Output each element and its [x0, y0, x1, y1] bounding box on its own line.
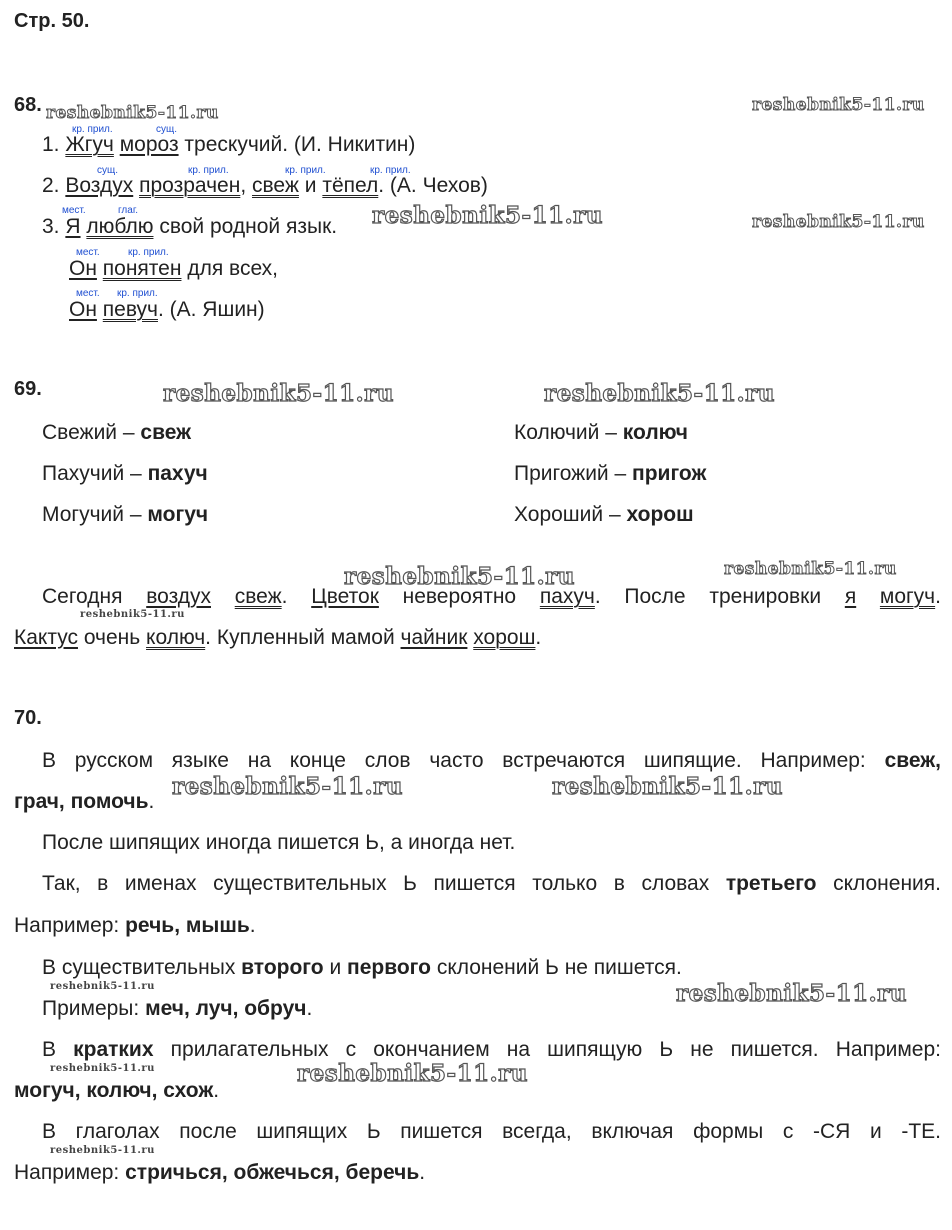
dash: – — [614, 462, 627, 485]
word-pair — [514, 421, 688, 445]
ex68-line-4 — [69, 257, 278, 281]
watermark: reshebnik5-11.ru — [552, 773, 783, 800]
full-form: Могучий — [42, 503, 124, 526]
ex70-paragraph-3-cont — [14, 914, 256, 938]
punct: . — [148, 790, 155, 813]
text: . Купленный мамой — [205, 626, 395, 649]
subject: Я — [65, 215, 81, 238]
dash: – — [608, 503, 621, 526]
predicate: люблю — [86, 215, 154, 238]
ex70-paragraph-1-cont — [14, 790, 154, 814]
text: В существительных — [42, 956, 236, 979]
grammar-tag: мест. — [62, 205, 86, 216]
keyword: третьего — [725, 872, 817, 895]
word: Сегодня — [42, 585, 123, 608]
line-number: 3. — [42, 215, 60, 238]
ex70-paragraph-4 — [42, 956, 682, 980]
keyword: кратких — [73, 1038, 154, 1061]
ex70-paragraph-5 — [42, 997, 312, 1021]
watermark: reshebnik5-11.ru — [80, 609, 185, 620]
word-pair — [514, 462, 706, 486]
watermark: reshebnik5-11.ru — [163, 380, 394, 407]
short-form: пахуч — [147, 462, 208, 485]
dash: – — [130, 462, 142, 485]
punct: . — [249, 914, 256, 937]
ex68-line-5 — [69, 298, 265, 322]
subject: Он — [69, 298, 97, 321]
punct: . — [419, 1161, 426, 1184]
ex70-paragraph-7: В глаголах после шипящих Ь пишется всегда, включая формы с -СЯ и -ТЕ. — [42, 1120, 941, 1143]
comma: , — [240, 174, 247, 197]
word: тренировки — [709, 585, 822, 608]
grammar-tag: кр. прил. — [72, 124, 113, 135]
word-pair — [514, 503, 694, 527]
subject: чайник — [400, 626, 468, 649]
watermark: reshebnik5-11.ru — [344, 563, 575, 590]
watermark: reshebnik5-11.ru — [372, 202, 603, 229]
full-form: Колючий — [514, 421, 600, 444]
ex70-paragraph-7-cont — [14, 1161, 425, 1185]
watermark: reshebnik5-11.ru — [676, 980, 907, 1007]
punct: . — [935, 585, 941, 608]
watermark: reshebnik5-11.ru — [50, 981, 155, 992]
text: склонений Ь не пишется. — [436, 956, 682, 979]
grammar-tag: кр. прил. — [117, 288, 158, 299]
example-words: меч, луч, обруч — [145, 997, 307, 1020]
example-words: свеж, — [884, 749, 941, 772]
text: . (А. Яшин) — [157, 298, 265, 321]
subject: я — [844, 585, 857, 608]
grammar-tag: кр. прил. — [285, 165, 326, 176]
ex70-paragraph-1 — [42, 749, 941, 773]
subject: Цветок — [311, 585, 379, 608]
word: невероятно — [402, 585, 517, 608]
full-form: Хороший — [514, 503, 604, 526]
short-form: хорош — [626, 503, 694, 526]
predicate: колюч — [146, 626, 206, 649]
watermark: reshebnik5-11.ru — [297, 1060, 528, 1087]
example-words: грач, помочь — [14, 790, 149, 813]
watermark: reshebnik5-11.ru — [172, 773, 403, 800]
watermark: reshebnik5-11.ru — [752, 212, 925, 232]
exercise-70-number: 70. — [14, 707, 42, 729]
grammar-tag: кр. прил. — [128, 247, 169, 258]
text: свой родной язык. — [159, 215, 338, 238]
ex69-sentence-2 — [14, 626, 541, 650]
short-form: пригож — [632, 462, 707, 485]
predicate: пахуч — [539, 585, 595, 608]
watermark: reshebnik5-11.ru — [46, 103, 219, 123]
exercise-68-number: 68. — [14, 94, 42, 116]
word-pair — [42, 462, 208, 486]
dash: – — [605, 421, 617, 444]
text: Например: — [14, 1161, 120, 1184]
watermark: reshebnik5-11.ru — [752, 95, 925, 115]
word: очень — [83, 626, 141, 649]
exercise-69-number: 69. — [14, 378, 42, 400]
text: В русском языке на конце слов часто встречаются шипящие. Например: — [42, 749, 866, 772]
dash: – — [122, 421, 135, 444]
punct: . — [594, 585, 601, 608]
text: Примеры: — [42, 997, 140, 1020]
dash: – — [129, 503, 142, 526]
example-words: речь, мышь — [125, 914, 250, 937]
short-form: колюч — [622, 421, 688, 444]
grammar-tag: кр. прил. — [188, 165, 229, 176]
predicate: певуч — [102, 298, 158, 321]
word: После — [624, 585, 686, 608]
subject: Кактус — [14, 626, 78, 649]
ex70-paragraph-6 — [42, 1038, 941, 1062]
example-words: стричься, обжечься, беречь — [125, 1161, 420, 1184]
full-form: Пахучий — [42, 462, 125, 485]
punct: . — [213, 1079, 220, 1102]
punct: . — [306, 997, 313, 1020]
text: В — [42, 1038, 57, 1061]
watermark: reshebnik5-11.ru — [50, 1145, 155, 1156]
predicate: Жгуч — [65, 133, 114, 156]
predicate: понятен — [102, 257, 182, 280]
grammar-tag: кр. прил. — [370, 165, 411, 176]
text: . (А. Чехов) — [378, 174, 488, 197]
line-number: 1. — [42, 133, 60, 156]
watermark: reshebnik5-11.ru — [50, 1063, 155, 1074]
grammar-tag: мест. — [76, 288, 100, 299]
full-form: Пригожий — [514, 462, 609, 485]
ex68-line-3 — [42, 215, 337, 239]
watermark: reshebnik5-11.ru — [724, 559, 897, 579]
predicate: хорош — [473, 626, 536, 649]
predicate: свеж — [252, 174, 299, 197]
ex69-sentence-1 — [42, 585, 941, 609]
ex68-line-2 — [42, 174, 488, 198]
page-title: Стр. 50. — [14, 10, 90, 32]
grammar-tag: сущ. — [97, 165, 119, 176]
ex70-paragraph-2: После шипящих иногда пишется Ь, а иногда нет. — [42, 831, 516, 854]
subject: Он — [69, 257, 97, 280]
example-words: могуч, колюч, схож — [14, 1079, 214, 1102]
predicate: прозрачен — [139, 174, 241, 197]
text: прилагательных с окончанием на шипящую Ь не пишется. Например: — [170, 1038, 941, 1061]
ex70-paragraph-6-cont — [14, 1079, 219, 1103]
conjunction: и — [304, 174, 317, 197]
ex70-paragraph-3 — [42, 872, 941, 896]
punct: . — [281, 585, 288, 608]
short-form: свеж — [140, 421, 192, 444]
full-form: Свежий — [42, 421, 118, 444]
grammar-tag: сущ. — [156, 124, 178, 135]
word-pair — [42, 421, 191, 445]
subject: воздух — [146, 585, 211, 608]
punct: . — [535, 626, 542, 649]
ex68-line-1 — [42, 133, 415, 157]
keyword: первого — [347, 956, 431, 979]
text: для всех, — [187, 257, 278, 280]
grammar-tag: мест. — [76, 247, 100, 258]
text: Например: — [14, 914, 120, 937]
predicate: тёпел — [322, 174, 379, 197]
watermark: reshebnik5-11.ru — [544, 380, 775, 407]
word-pair — [42, 503, 208, 527]
grammar-tag: глаг. — [118, 205, 139, 216]
text: склонения. — [833, 872, 941, 895]
predicate: свеж — [234, 585, 282, 608]
subject: мороз — [119, 133, 179, 156]
text: Так, в именах существительных Ь пишется только в словах — [42, 872, 710, 895]
keyword: второго — [241, 956, 324, 979]
short-form: могуч — [147, 503, 209, 526]
text: трескучий. (И. Никитин) — [184, 133, 416, 156]
line-number: 2. — [42, 174, 60, 197]
subject: Воздух — [65, 174, 134, 197]
predicate: могуч — [879, 585, 936, 608]
text: и — [329, 956, 342, 979]
